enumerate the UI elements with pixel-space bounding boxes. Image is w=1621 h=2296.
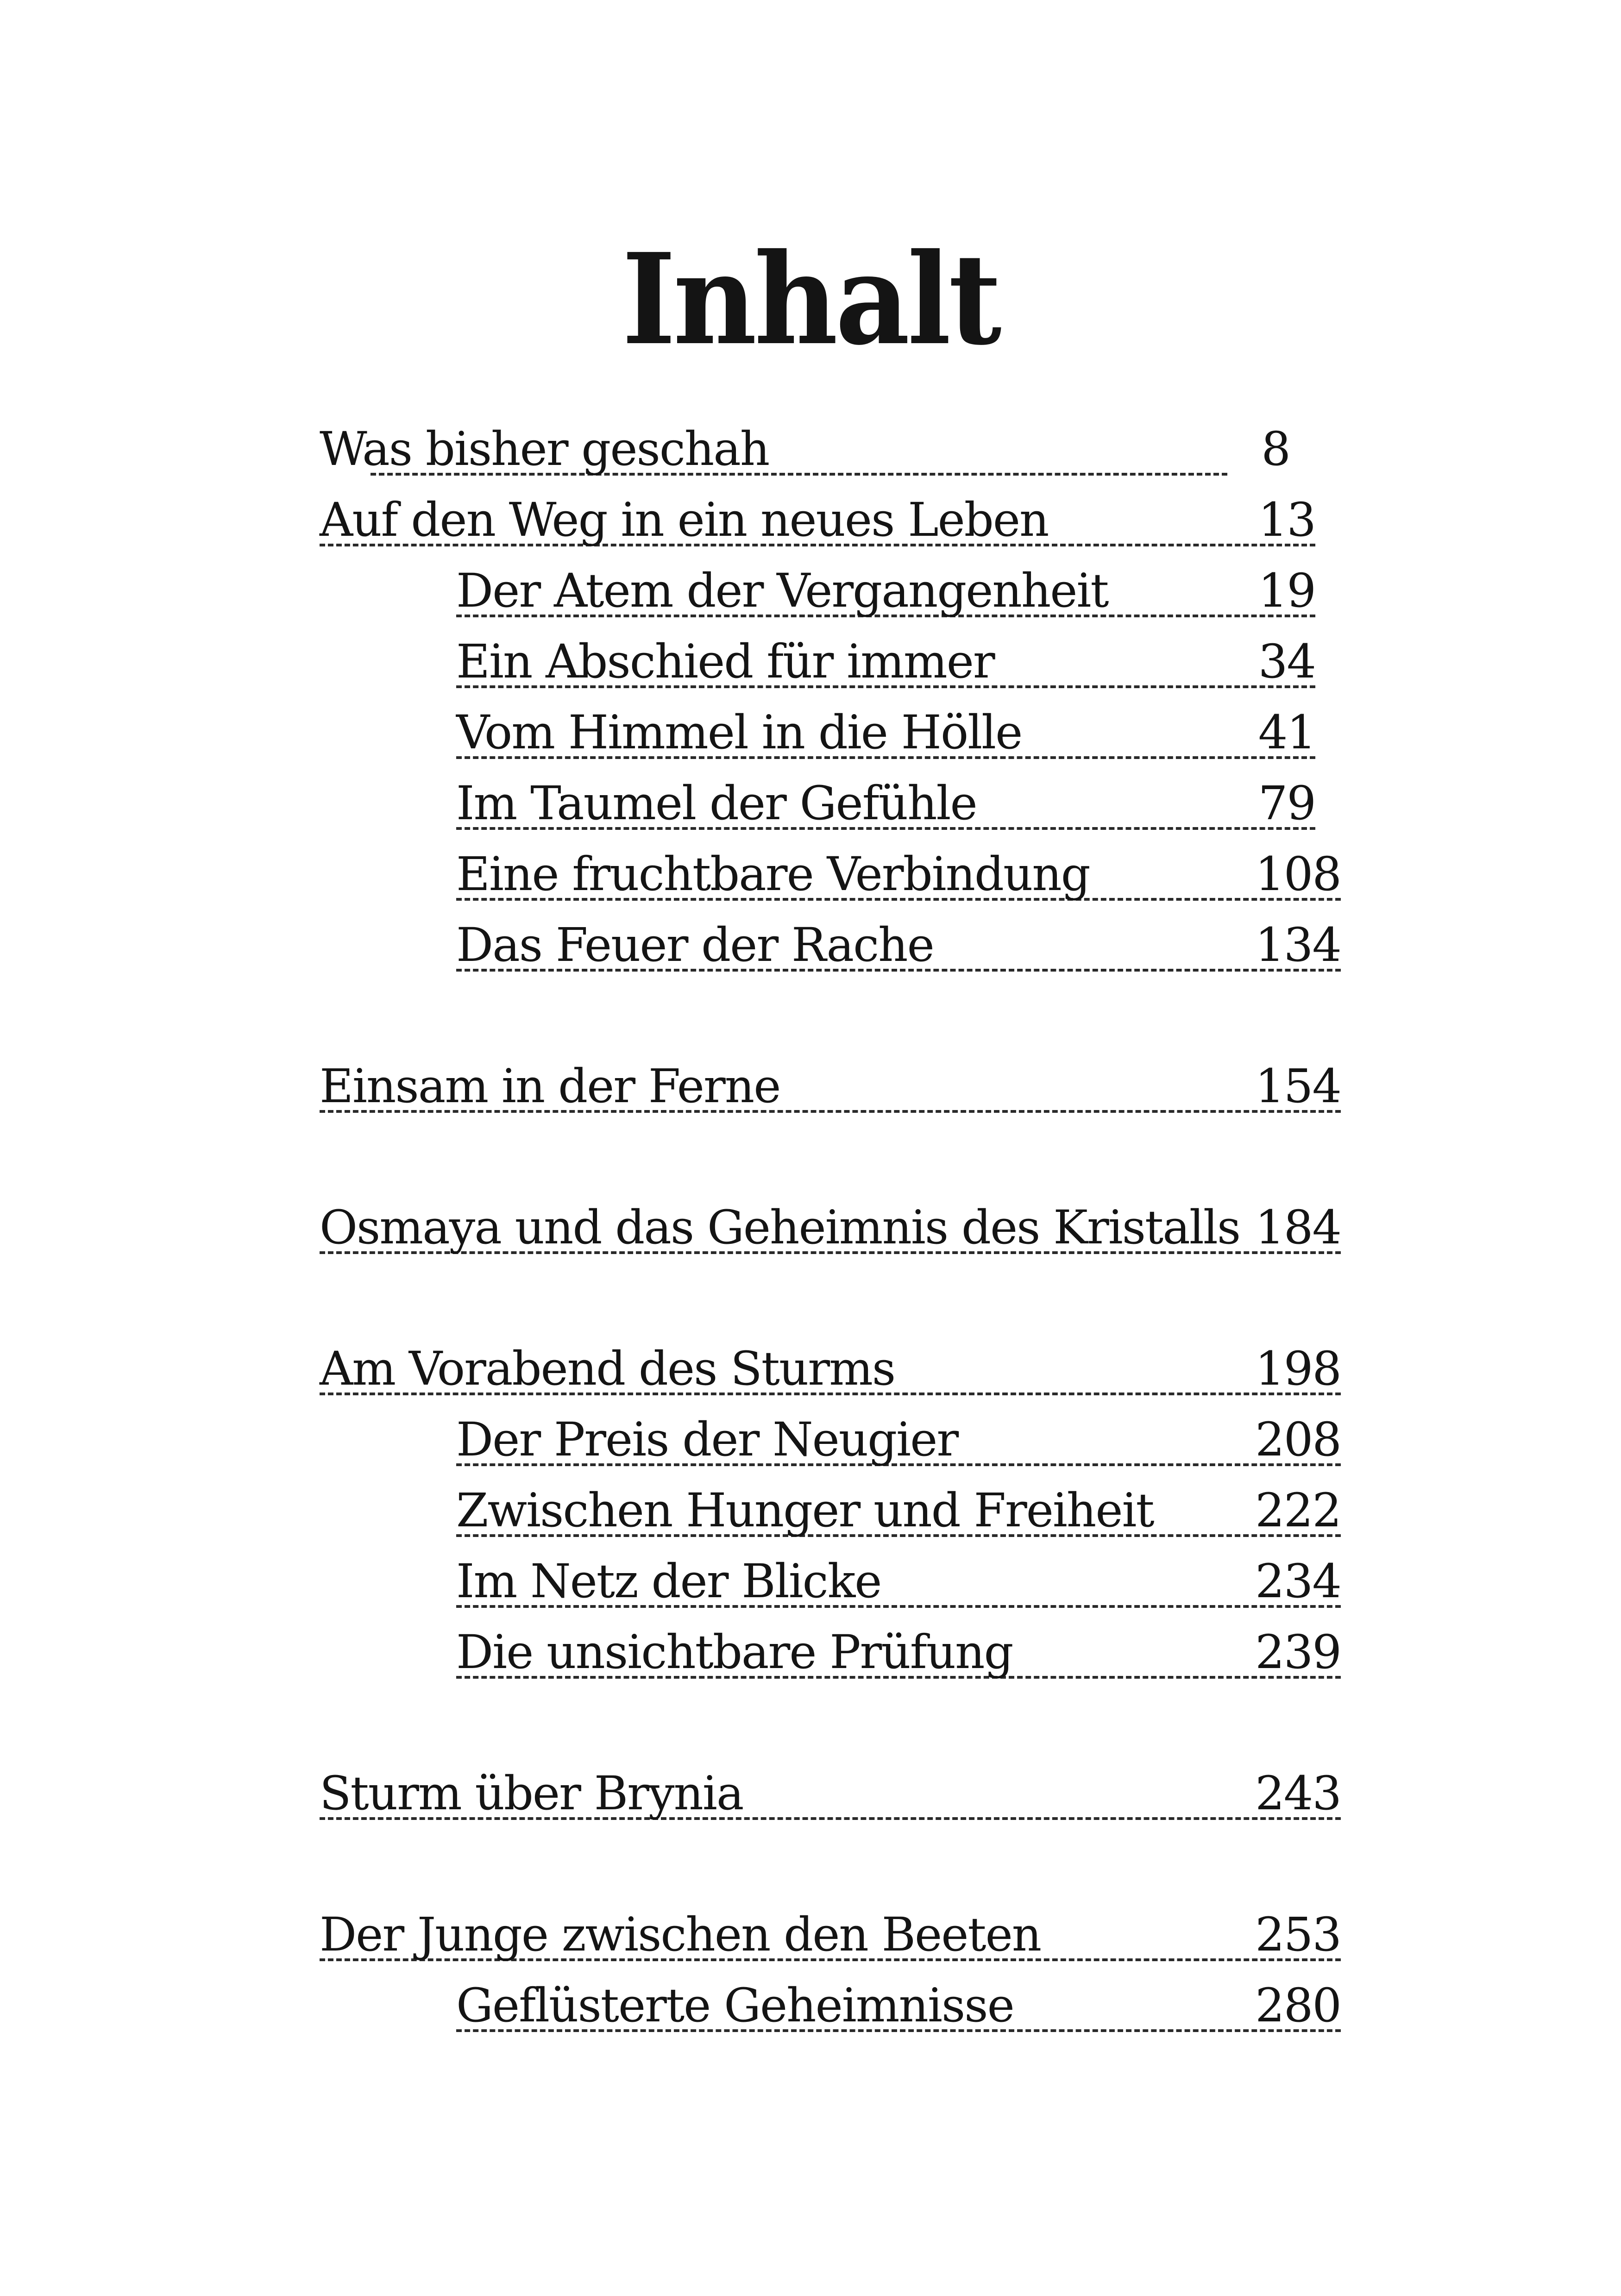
toc-entry-page: 253 bbox=[1255, 1907, 1341, 1962]
toc-entry[interactable] bbox=[456, 1410, 1341, 1470]
toc-entry-title: Einsam in der Ferne bbox=[320, 1059, 780, 1113]
toc-entry-page: 13 bbox=[1258, 493, 1315, 547]
toc-entry-title: Am Vorabend des Sturms bbox=[320, 1342, 895, 1396]
toc-entry-page: 8 bbox=[1261, 422, 1290, 476]
toc-entry[interactable] bbox=[456, 773, 1315, 834]
toc-entry-title: Der Junge zwischen den Beeten bbox=[320, 1907, 1041, 1962]
toc-entry-title: Der Atem der Vergangenheit bbox=[456, 564, 1108, 618]
toc-entry-page: 222 bbox=[1255, 1483, 1341, 1537]
toc-entry-page: 243 bbox=[1255, 1766, 1341, 1820]
toc-entry-page: 198 bbox=[1255, 1342, 1341, 1396]
toc-entry-title: Osmaya und das Geheimnis des Kristalls bbox=[320, 1200, 1240, 1255]
toc-entry-page: 108 bbox=[1255, 847, 1341, 901]
toc-entry-title: Auf den Weg in ein neues Leben bbox=[320, 493, 1049, 547]
page-title: Inhalt bbox=[622, 225, 999, 373]
toc-entry[interactable] bbox=[320, 1198, 1341, 1258]
toc-entry-title: Im Netz der Blicke bbox=[456, 1554, 881, 1608]
toc-entry-page: 19 bbox=[1258, 564, 1315, 618]
toc-entry[interactable] bbox=[320, 1339, 1341, 1399]
toc-entry-title: Eine fruchtbare Verbindung bbox=[456, 847, 1090, 901]
toc-entry[interactable] bbox=[320, 1056, 1341, 1117]
toc-entry-title: Ein Abschied für immer bbox=[456, 634, 994, 689]
toc-entry[interactable] bbox=[456, 1622, 1341, 1682]
toc-entry-title: Das Feuer der Rache bbox=[456, 918, 934, 972]
toc-entry[interactable] bbox=[456, 844, 1341, 904]
toc-entry[interactable] bbox=[456, 632, 1315, 692]
toc-entry[interactable] bbox=[456, 1551, 1341, 1612]
toc-entry[interactable] bbox=[456, 561, 1315, 621]
toc-entry[interactable] bbox=[320, 1905, 1341, 1965]
toc-entry-title: Vom Himmel in die Hölle bbox=[456, 705, 1022, 759]
toc-entry-page: 154 bbox=[1255, 1059, 1341, 1113]
toc-entry-page: 234 bbox=[1255, 1554, 1341, 1608]
toc-entry[interactable] bbox=[456, 703, 1315, 763]
toc-entry-title: Die unsichtbare Prüfung bbox=[456, 1625, 1013, 1679]
toc-entry[interactable] bbox=[320, 419, 1290, 479]
toc-entry-title: Was bisher geschah bbox=[320, 422, 769, 476]
toc-entry[interactable] bbox=[320, 1763, 1341, 1824]
toc-entry-page: 208 bbox=[1255, 1412, 1341, 1467]
toc-entry-page: 280 bbox=[1255, 1978, 1341, 2033]
toc-entry-page: 239 bbox=[1255, 1625, 1341, 1679]
toc-entry-title: Der Preis der Neugier bbox=[456, 1412, 958, 1467]
toc-entry-page: 41 bbox=[1258, 705, 1315, 759]
toc-entry[interactable] bbox=[320, 490, 1315, 550]
toc-entry-title: Im Taumel der Gefühle bbox=[456, 776, 977, 830]
toc-entry[interactable] bbox=[456, 915, 1341, 975]
toc-entry-title: Sturm über Brynia bbox=[320, 1766, 743, 1820]
toc-entry-title: Zwischen Hunger und Freiheit bbox=[456, 1483, 1154, 1537]
toc-entry-page: 134 bbox=[1255, 918, 1341, 972]
toc-entry-title: Geflüsterte Geheimnisse bbox=[456, 1978, 1014, 2033]
toc-entry-page: 184 bbox=[1255, 1200, 1341, 1255]
toc-entry-page: 79 bbox=[1258, 776, 1315, 830]
toc-entry-page: 34 bbox=[1258, 634, 1315, 689]
toc-entry[interactable] bbox=[456, 1480, 1341, 1541]
toc-entry[interactable] bbox=[456, 1976, 1341, 2036]
